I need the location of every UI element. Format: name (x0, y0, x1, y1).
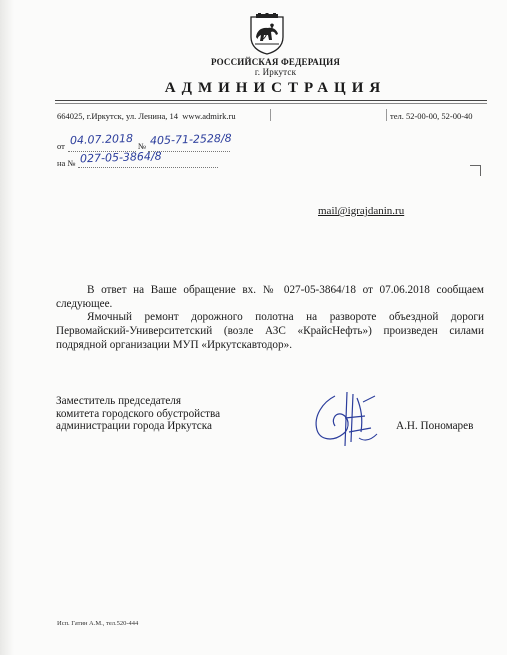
organization-title: АДМИНИСТРАЦИЯ (164, 80, 387, 96)
recipient-redaction (290, 155, 470, 203)
recipient-email[interactable]: mail@igrajdanin.ru (318, 205, 405, 217)
executor-note: Исп. Гатин А.М., тел.520-444 (57, 620, 139, 627)
handwritten-number: 405-71-2528/8 (149, 131, 232, 148)
handwritten-reference: 027-05-3864/8 (79, 149, 162, 166)
handwritten-signature (305, 388, 385, 450)
body-paragraph-2: Ямочный ремонт дорожного полотна на развороте объездной дороги Первомайский-Университетский (возле АЗС «КрайсНефть») произведен силами подрядной организации МУП «Иркутскавтодор». (56, 311, 484, 351)
date-label: от (57, 141, 65, 151)
body-paragraph-1: В ответ на Ваше обращение вх. № 027-05-3864/18 от 07.06.2018 сообщаем следующее. (56, 284, 484, 310)
phone-line: тел. 52-00-00, 52-00-40 (390, 111, 473, 121)
coat-of-arms-icon (248, 13, 286, 55)
website-link[interactable]: www.admirk.ru (182, 111, 236, 121)
country-name: РОССИЙСКАЯ ФЕДЕРАЦИЯ (210, 57, 341, 67)
position-line-3: администрации города Иркутска (56, 420, 212, 432)
address-line (57, 111, 236, 121)
address: 664025, г.Иркутск, ул. Ленина, 14 (57, 111, 179, 121)
reference-field-line (78, 167, 218, 168)
address-corner-mark (470, 165, 481, 176)
position-line-1: Заместитель председателя (56, 395, 182, 407)
field-bracket (270, 109, 272, 121)
signatory-position (56, 395, 220, 433)
city-name: г. Иркутск (254, 67, 297, 77)
handwritten-date: 04.07.2018 (69, 131, 134, 148)
position-line-2: комитета городского обустройства (56, 407, 221, 420)
number-label: № (138, 141, 147, 151)
scan-edge-shadow (0, 0, 14, 655)
header-rule-thin (55, 103, 487, 104)
reference-label: на № (57, 158, 76, 168)
header-rule (55, 100, 487, 101)
field-bracket (386, 109, 388, 121)
signatory-name: А.Н. Пономарев (396, 420, 474, 432)
